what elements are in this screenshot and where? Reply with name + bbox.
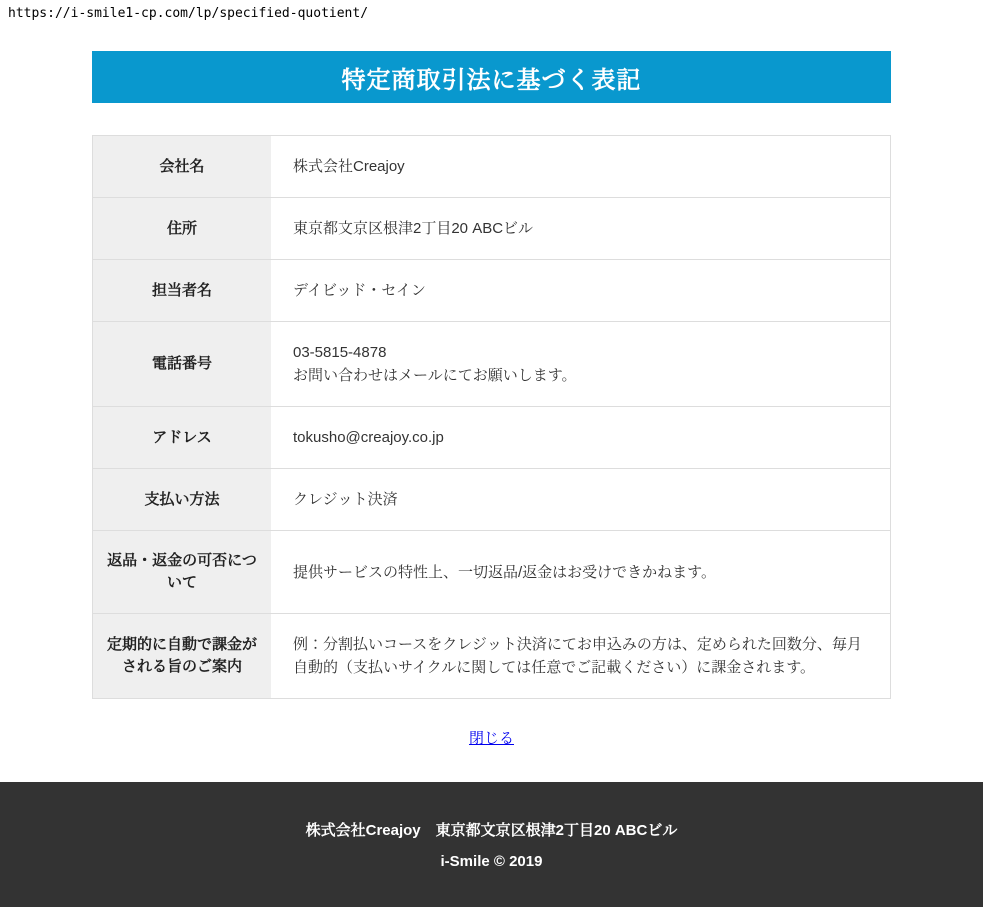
- row-value: [273, 322, 890, 406]
- table-row: [93, 321, 890, 406]
- table-row: [93, 259, 890, 321]
- page-footer: [0, 782, 983, 907]
- main-content: [92, 51, 891, 749]
- spec-table: [92, 135, 891, 699]
- row-value: [273, 407, 890, 468]
- row-value: [273, 531, 890, 613]
- table-row: [93, 468, 890, 530]
- row-value: [273, 614, 890, 698]
- page-header-banner: [92, 51, 891, 103]
- row-value: [273, 136, 890, 197]
- row-value-line: クレジット決済: [293, 491, 398, 508]
- row-label: 会社名: [93, 136, 273, 197]
- row-label: 定期的に自動で課金がされる旨のご案内: [93, 614, 273, 698]
- close-link[interactable]: 閉じる: [468, 730, 514, 747]
- row-label: アドレス: [93, 407, 273, 468]
- row-value-line: tokusho@creajoy.co.jp: [293, 429, 444, 446]
- table-row: [93, 406, 890, 468]
- row-value: [273, 198, 890, 259]
- row-value-line: 例：分割払いコースをクレジット決済にてお申込みの方は、定められた回数分、毎月自動的（支払いサイクルに関しては任意でご記載ください）に課金されます。: [293, 636, 862, 676]
- row-label: 住所: [93, 198, 273, 259]
- row-value: [273, 260, 890, 321]
- row-value-line: デイビッド・セイン: [293, 282, 426, 299]
- page-url: https://i-smile1-cp.com/lp/specified-quotient/: [8, 6, 369, 21]
- table-row: [93, 197, 890, 259]
- row-label: 担当者名: [93, 260, 273, 321]
- table-row: [93, 136, 890, 197]
- row-value: [273, 469, 890, 530]
- row-value-line: 株式会社Creajoy: [293, 158, 405, 175]
- footer-company-address: 株式会社Creajoy 東京都文京区根津2丁目20 ABCビル: [305, 822, 678, 839]
- row-label: 返品・返金の可否について: [93, 531, 273, 613]
- row-value-line: 提供サービスの特性上、一切返品/返金はお受けできかねます。: [293, 563, 716, 581]
- footer-copyright: i-Smile © 2019: [440, 853, 543, 870]
- row-value-line: お問い合わせはメールにてお願いします。: [293, 367, 577, 384]
- row-label: 電話番号: [93, 322, 273, 406]
- row-value-line: 東京都文京区根津2丁目20 ABCビル: [293, 220, 534, 237]
- table-row: [93, 530, 890, 613]
- table-row: [93, 613, 890, 698]
- row-label: 支払い方法: [93, 469, 273, 530]
- page-title: 特定商取引法に基づく表記: [341, 66, 642, 94]
- close-link-wrap: [92, 727, 891, 749]
- row-value-line: 03-5815-4878: [293, 344, 387, 361]
